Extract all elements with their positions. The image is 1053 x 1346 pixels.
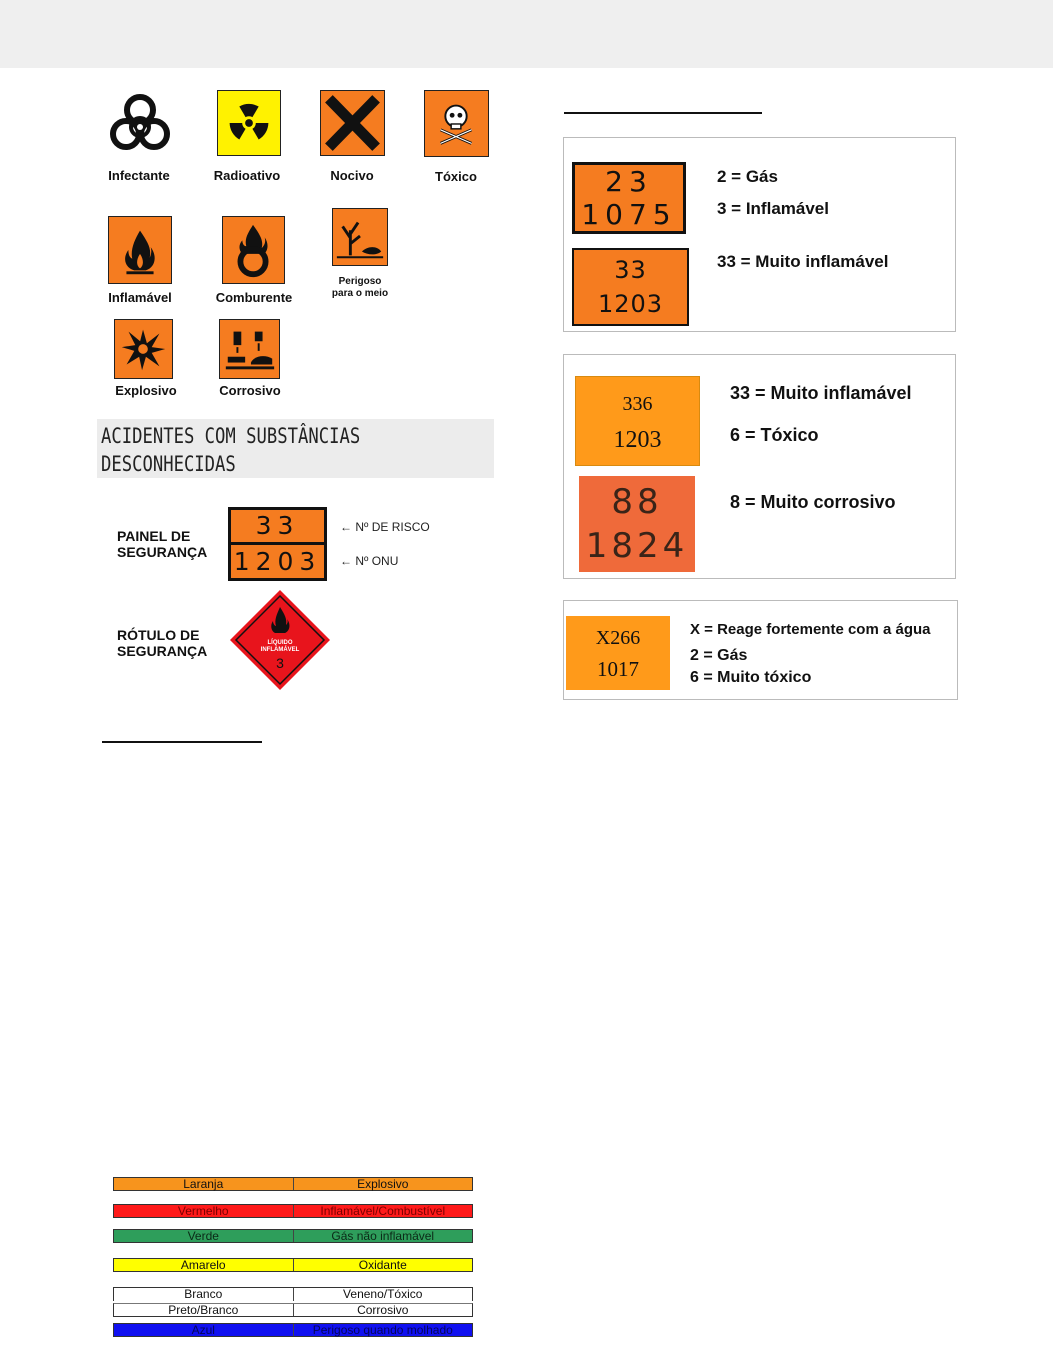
example2-desc1: 33 = Muito inflamável bbox=[730, 383, 912, 403]
color-table-row bbox=[113, 1229, 473, 1243]
example1-plate1 bbox=[572, 162, 686, 234]
color-name-cell: Laranja bbox=[183, 1177, 224, 1191]
color-name-cell: Verde bbox=[187, 1229, 219, 1243]
explosivo-label: Explosivo bbox=[115, 383, 177, 398]
example3-desc1: X = Reage fortemente com a água bbox=[690, 621, 931, 638]
infectante-label: Infectante bbox=[108, 168, 170, 183]
example2-plate2 bbox=[579, 476, 695, 572]
color-meaning-cell: Oxidante bbox=[293, 1259, 473, 1271]
corrosive-icon bbox=[219, 319, 280, 379]
example1-plate2-bottom: 1203 bbox=[597, 290, 664, 318]
safety-panel-plate bbox=[228, 507, 327, 581]
color-name-cell: Vermelho bbox=[177, 1204, 229, 1218]
color-table-row bbox=[113, 1204, 473, 1218]
flame-icon bbox=[108, 216, 172, 284]
radioativo-label: Radioativo bbox=[213, 168, 281, 183]
example1-plate2 bbox=[572, 248, 689, 326]
nocivo-label: Nocivo bbox=[330, 168, 374, 183]
color-meaning-cell: Inflamável/Combustível bbox=[293, 1205, 473, 1217]
risk-number: 33 bbox=[255, 511, 300, 540]
color-table-row bbox=[113, 1323, 473, 1337]
painel-label bbox=[117, 528, 207, 560]
corrosivo-label: Corrosivo bbox=[219, 383, 281, 398]
onu-arrow-label: ← Nº ONU bbox=[340, 554, 399, 568]
class-number: 3 bbox=[276, 655, 284, 671]
example3-plate-top: X266 bbox=[595, 627, 641, 649]
example-box-3 bbox=[563, 600, 958, 700]
color-table-row bbox=[113, 1287, 473, 1301]
example1-plate1-bottom: 1075 bbox=[581, 198, 677, 231]
painel-label-line2: SEGURANÇA bbox=[117, 544, 208, 560]
section-heading-box bbox=[97, 419, 494, 478]
section-heading-line1: ACIDENTES COM SUBSTÂNCIAS bbox=[101, 424, 361, 448]
flammable-liquid-diamond bbox=[229, 589, 331, 691]
skull-icon bbox=[424, 90, 489, 157]
color-meaning-cell: Gás não inflamável bbox=[293, 1230, 473, 1242]
painel-label-line1: PAINEL DE bbox=[117, 528, 191, 544]
example3-desc3: 6 = Muito tóxico bbox=[690, 669, 812, 686]
color-meaning-cell: Perigoso quando molhado bbox=[293, 1324, 473, 1336]
diamond-text-line2: INFLAMÁVEL bbox=[260, 647, 300, 653]
example2-desc2: 6 = Tóxico bbox=[730, 425, 819, 445]
risk-arrow-label: ← Nº DE RISCO bbox=[340, 520, 430, 534]
radioactive-icon bbox=[217, 90, 281, 156]
diamond-text bbox=[229, 640, 331, 654]
perigoso-label bbox=[305, 276, 415, 300]
explosive-icon bbox=[114, 319, 173, 379]
color-meaning-cell: Veneno/Tóxico bbox=[293, 1288, 473, 1301]
onu-number: 1203 bbox=[233, 547, 322, 576]
example2-plate1-bottom: 1203 bbox=[613, 427, 662, 453]
section-heading bbox=[101, 422, 486, 478]
color-table-row bbox=[113, 1258, 473, 1272]
example1-desc2: 3 = Inflamável bbox=[717, 199, 829, 218]
perigoso-label-line1: Perigoso bbox=[338, 276, 382, 287]
top-bar bbox=[0, 0, 1053, 68]
harmful-x-icon bbox=[320, 90, 385, 156]
color-name-cell: Azul bbox=[191, 1323, 215, 1337]
example2-plate2-top: 88 bbox=[611, 482, 663, 522]
color-name-cell: Branco bbox=[184, 1287, 223, 1301]
example1-plate1-top: 23 bbox=[605, 165, 653, 198]
biohazard-icon bbox=[105, 90, 175, 160]
section-heading-line2: DESCONHECIDAS bbox=[101, 452, 236, 476]
example2-plate1 bbox=[575, 376, 700, 466]
color-meaning-cell: Explosivo bbox=[293, 1178, 473, 1190]
diamond-text-line1: LÍQUIDO bbox=[267, 640, 293, 646]
example1-desc1: 2 = Gás bbox=[717, 167, 778, 186]
color-name-cell: Amarelo bbox=[180, 1258, 226, 1272]
example3-desc2: 2 = Gás bbox=[690, 647, 748, 664]
example-box-2 bbox=[563, 354, 956, 579]
perigoso-label-line2: para o meio bbox=[331, 288, 389, 299]
color-name-cell: Preto/Branco bbox=[168, 1303, 239, 1317]
example3-plate bbox=[566, 616, 670, 690]
example3-plate-bottom: 1017 bbox=[597, 657, 639, 681]
oxidizer-icon bbox=[222, 216, 285, 284]
example1-plate2-top: 33 bbox=[614, 256, 647, 284]
example2-desc3: 8 = Muito corrosivo bbox=[730, 492, 896, 512]
rotulo-label bbox=[117, 627, 207, 659]
color-table-row bbox=[113, 1303, 473, 1317]
underline-right bbox=[564, 112, 762, 114]
color-table-row bbox=[113, 1177, 473, 1191]
rotulo-label-line1: RÓTULO DE bbox=[117, 627, 200, 643]
color-meaning-cell: Corrosivo bbox=[293, 1304, 473, 1316]
toxico-label: Tóxico bbox=[435, 169, 477, 184]
rotulo-label-line2: SEGURANÇA bbox=[117, 643, 208, 659]
example1-desc3: 33 = Muito inflamável bbox=[717, 252, 889, 271]
environment-hazard-icon bbox=[332, 208, 388, 266]
comburente-label: Comburente bbox=[215, 290, 293, 305]
example-box-1 bbox=[563, 137, 956, 332]
example2-plate2-bottom: 1824 bbox=[585, 526, 689, 566]
example2-plate1-top: 336 bbox=[622, 393, 653, 415]
inflamavel-label: Inflamável bbox=[108, 290, 172, 305]
underline-left bbox=[102, 741, 262, 743]
